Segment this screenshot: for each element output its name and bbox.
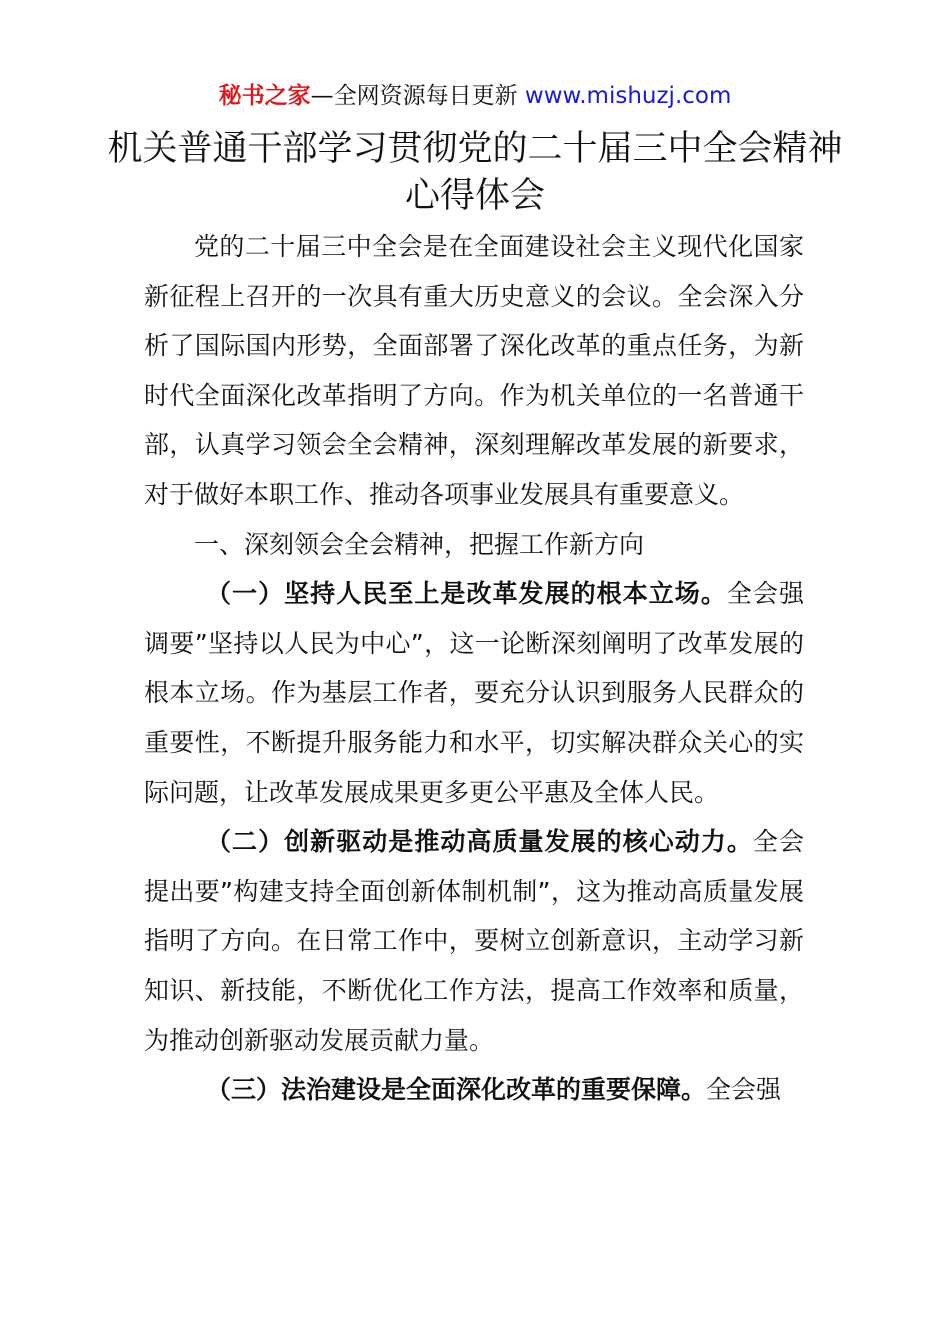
point-text-3: 全会强 [706,1075,782,1105]
point-text-2: 全会提出要”构建支持全面创新体制机制”，这为推动高质量发展指明了方向。在日常工作中，要树立创新意识，主动学习新知识、新技能，不断优化工作方法，提高工作效率和质量，为推动创新驱动发展贡献力量。 [144,827,804,1055]
document-title: 机关普通干部学习贯彻党的二十届三中全会精神心得体会 [107,129,843,216]
point-paragraph-2 [144,817,804,1065]
point-paragraph-3 [144,1065,804,1115]
point-lead-3: （三）法治建设是全面深化改革的重要保障。 [206,1075,707,1105]
site-url-link[interactable]: www.mishuzj.com [524,83,732,109]
header-tagline: —全网资源每日更新 [310,83,518,109]
point-text-1: 全会强调要”坚持以人民为中心”，这一论断深刻阐明了改革发展的根本立场。作为基层工作者，要充分认识到服务人民群众的重要性，不断提升服务能力和水平，切实解决群众关心的实际问题，让改革发展成果更多更公平惠及全体人民。 [144,579,804,807]
point-paragraph-1 [144,569,804,817]
intro-paragraph: 党的二十届三中全会是在全面建设社会主义现代化国家新征程上召开的一次具有重大历史意义的会议。全会深入分析了国际国内形势，全面部署了深化改革的重点任务，为新时代全面深化改革指明了方向。作为机关单位的一名普通干部，认真学习领会全会精神，深刻理解改革发展的新要求，对于做好本职工作、推动各项事业发展具有重要意义。 [144,232,804,509]
section-heading-1: 一、深刻领会全会精神，把握工作新方向 [194,529,645,559]
point-lead-1: （一）坚持人民至上是改革发展的根本立场。 [206,579,727,609]
point-lead-2: （二）创新驱动是推动高质量发展的核心动力。 [206,827,753,857]
site-header [0,80,950,112]
document-body [144,222,804,1115]
brand-name: 秘书之家 [218,83,311,109]
